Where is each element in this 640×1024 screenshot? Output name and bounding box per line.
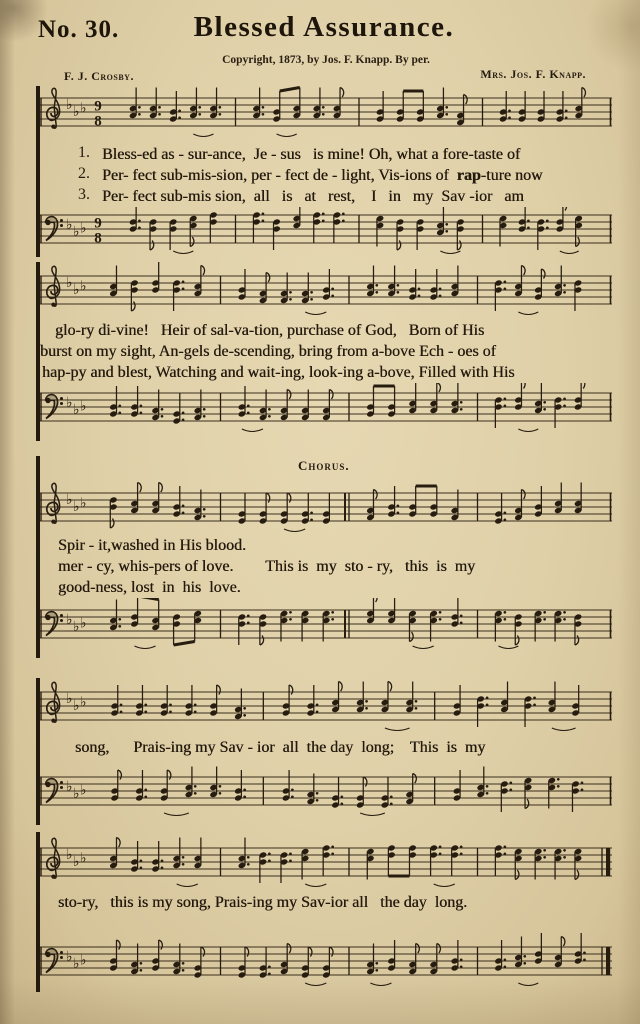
svg-text:♭: ♭ bbox=[73, 499, 80, 515]
music-system-3 bbox=[36, 456, 612, 658]
svg-text:♭: ♭ bbox=[80, 850, 87, 867]
svg-text:♭: ♭ bbox=[66, 611, 73, 628]
music-system-1 bbox=[36, 86, 612, 257]
verse-line-3: 3. Per- fect sub-mis sion, all is at rest, I in my Sav -ior am bbox=[78, 186, 524, 205]
music-system-5 bbox=[36, 832, 612, 992]
bass-staff-system-2 bbox=[40, 383, 612, 441]
svg-text:♭: ♭ bbox=[73, 282, 80, 298]
svg-text:♭: ♭ bbox=[66, 691, 73, 707]
svg-text:9: 9 bbox=[94, 98, 102, 115]
svg-text:♭: ♭ bbox=[73, 618, 80, 635]
bass-staff-system-5 bbox=[40, 917, 612, 992]
svg-text:♭: ♭ bbox=[80, 615, 87, 632]
treble-staff-system-2 bbox=[40, 262, 612, 320]
lyric-line: hap-py and blest, Watching and wait-ing, look-ing a-bove, Filled with His bbox=[42, 364, 515, 381]
lyric-line: glo-ry di-vine! Heir of sal-va-tion, purchase of God, Born of His bbox=[55, 322, 485, 339]
page-title: Blessed Assurance. bbox=[193, 11, 455, 43]
copyright-line: Copyright, 1873, by Jos. F. Knapp. By per. bbox=[222, 54, 430, 66]
chorus-heading: Chorus. bbox=[298, 458, 350, 473]
svg-text:♭: ♭ bbox=[80, 220, 87, 237]
composer-credit: Mrs. Jos. F. Knapp. bbox=[480, 67, 586, 81]
lyric-line: mer - cy, whis-pers of love. This is my sto - ry, this is my bbox=[58, 558, 476, 575]
svg-text:♭: ♭ bbox=[66, 847, 73, 863]
svg-text:♭: ♭ bbox=[80, 952, 87, 969]
verse-block bbox=[40, 144, 612, 207]
bass-staff-system-4 bbox=[40, 761, 612, 825]
svg-text:♭: ♭ bbox=[66, 778, 73, 795]
svg-text:♭: ♭ bbox=[73, 223, 80, 240]
lyric-line: Spir - it,washed in His blood. bbox=[58, 537, 246, 554]
treble-staff-system-1 bbox=[40, 86, 612, 144]
svg-text:♭: ♭ bbox=[73, 785, 80, 802]
lyric-line: song, Prais-ing my Sav - ior all the day long; This is my bbox=[75, 739, 486, 756]
bass-staff-system-3 bbox=[40, 598, 612, 658]
svg-text:♭: ♭ bbox=[80, 495, 87, 512]
svg-text:♭: ♭ bbox=[66, 97, 73, 113]
svg-text:♭: ♭ bbox=[66, 492, 73, 508]
treble-staff-system-4 bbox=[40, 678, 612, 734]
hymn-number: No. 30. bbox=[38, 16, 120, 43]
svg-text:♭: ♭ bbox=[73, 104, 80, 120]
svg-text:♭: ♭ bbox=[80, 278, 87, 295]
svg-text:♭: ♭ bbox=[73, 955, 80, 972]
lyric-line: sto-ry, this is my song, Prais-ing my Sav-ior all the day long. bbox=[58, 894, 468, 911]
svg-text:♭: ♭ bbox=[80, 100, 87, 117]
svg-text:8: 8 bbox=[94, 230, 102, 247]
lyric-line: good-ness, lost in his love. bbox=[58, 579, 241, 596]
svg-text:♭: ♭ bbox=[80, 398, 87, 415]
svg-text:♭: ♭ bbox=[66, 394, 73, 411]
svg-text:♭: ♭ bbox=[66, 948, 73, 965]
lyric-line: burst on my sight, An-gels de-scending, bring from a-bove Ech - oes of bbox=[40, 343, 496, 360]
music-system-4 bbox=[36, 678, 612, 825]
svg-text:9: 9 bbox=[94, 215, 102, 232]
treble-staff-system-3 bbox=[40, 473, 612, 535]
svg-text:♭: ♭ bbox=[66, 216, 73, 233]
svg-text:♭: ♭ bbox=[80, 782, 87, 799]
svg-text:8: 8 bbox=[94, 113, 102, 130]
treble-staff-system-5 bbox=[40, 832, 612, 888]
verse-line-1: 1. Bless-ed as - sur-ance, Je - sus is mine! Oh, what a fore-taste of bbox=[78, 144, 521, 163]
svg-text:♭: ♭ bbox=[73, 401, 80, 418]
svg-text:♭: ♭ bbox=[73, 854, 80, 870]
bass-staff-system-1 bbox=[40, 207, 612, 257]
svg-text:♭: ♭ bbox=[80, 694, 87, 711]
music-system-2 bbox=[36, 262, 612, 441]
svg-text:♭: ♭ bbox=[73, 698, 80, 714]
lyricist-credit: F. J. Crosby. bbox=[64, 69, 134, 83]
verse-line-2: 2. Per- fect sub-mis-sion, per - fect de - light, Vis-ions of rap-ture now bbox=[78, 165, 543, 184]
svg-text:♭: ♭ bbox=[66, 275, 73, 291]
